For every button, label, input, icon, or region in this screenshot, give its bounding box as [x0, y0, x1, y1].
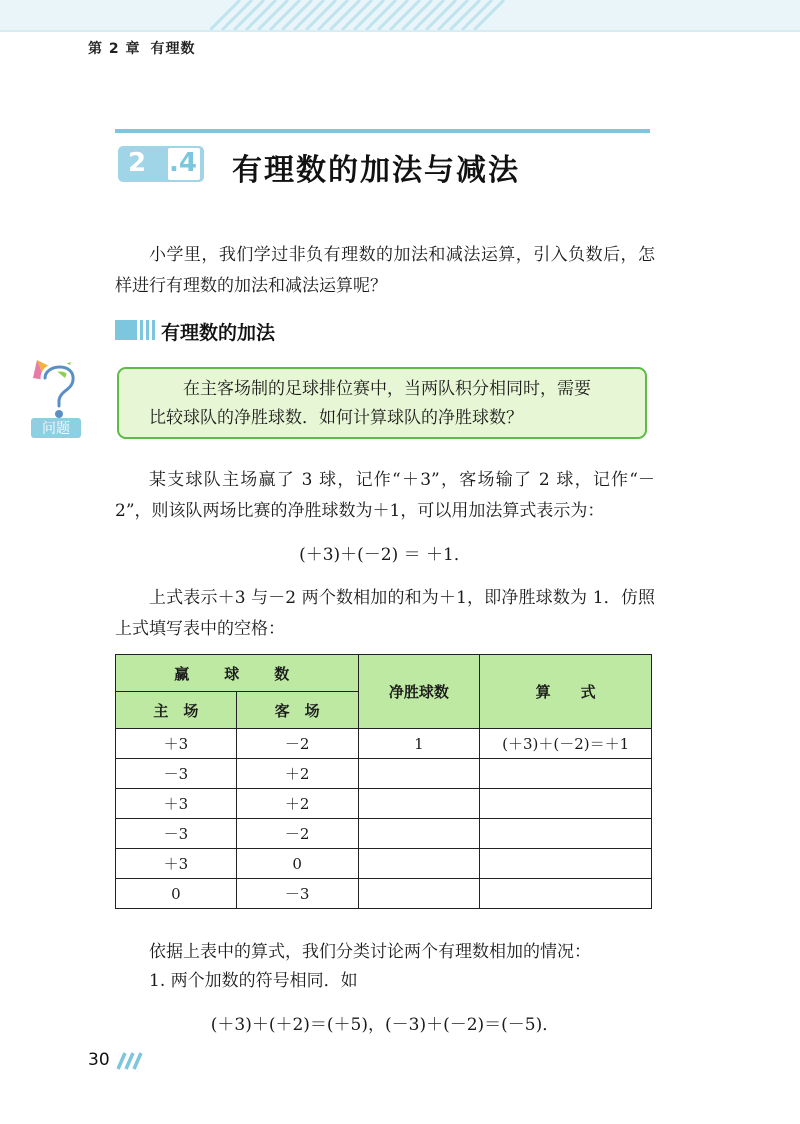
table-row — [116, 879, 652, 909]
section-rule — [115, 129, 650, 133]
cell-home: 0 — [116, 879, 237, 909]
table-row — [116, 819, 652, 849]
goals-table — [115, 654, 652, 909]
list-item-1: 1. 两个加数的符号相同．如 — [149, 971, 358, 991]
paragraph-2: 上式表示＋3 与－2 两个数相加的和为＋1，即净胜球数为 1．仿照上式填写表中的空格： — [115, 588, 655, 639]
cell-away: －2 — [236, 819, 358, 849]
table-row — [116, 729, 652, 759]
question-line-2: 比较球队的净胜球数．如何计算球队的净胜球数？ — [149, 408, 523, 428]
question-box — [117, 367, 647, 439]
cell-home: ＋3 — [116, 729, 237, 759]
marker-stripe — [152, 320, 155, 340]
header-away: 客 场 — [236, 692, 358, 729]
cell-formula[interactable] — [480, 849, 652, 879]
section-minor-number: .4 — [169, 148, 197, 178]
cell-away: 0 — [236, 849, 358, 879]
cell-net: 1 — [358, 729, 480, 759]
table-row — [116, 849, 652, 879]
cell-net[interactable] — [358, 879, 480, 909]
cell-formula[interactable] — [480, 819, 652, 849]
section-major-number: 2 — [128, 148, 147, 178]
chapter-number: 第 2 章 — [88, 41, 141, 57]
section-minor-box — [168, 148, 200, 180]
paragraph-1: 某支球队主场赢了 3 球，记作“＋3”，客场输了 2 球，记作“－2”，则该队两场比赛的净胜球数为＋1，可以用加法算式表示为： — [115, 470, 655, 521]
page-number-stripes — [116, 1050, 146, 1070]
intro-paragraph: 小学里，我们学过非负有理数的加法和减法运算，引入负数后，怎样进行有理数的加法和减法运算呢？ — [115, 245, 655, 296]
header-rule — [0, 30, 800, 32]
cell-away: －2 — [236, 729, 358, 759]
cell-net[interactable] — [358, 789, 480, 819]
cell-away: ＋2 — [236, 759, 358, 789]
cell-net[interactable] — [358, 819, 480, 849]
paragraph-3: 依据上表中的算式，我们分类讨论两个有理数相加的情况： — [149, 942, 591, 962]
formula-2: (＋3)＋(＋2)＝(＋5)，(－3)＋(－2)＝(－5)． — [210, 1015, 560, 1035]
cell-formula[interactable] — [480, 759, 652, 789]
cell-home: ＋3 — [116, 849, 237, 879]
cell-net[interactable] — [358, 759, 480, 789]
header-home: 主 场 — [116, 692, 237, 729]
header-goals-won: 赢 球 数 — [116, 655, 359, 692]
marker-stripe — [146, 320, 149, 340]
header-net-goals: 净胜球数 — [358, 655, 480, 729]
cell-formula: (＋3)＋(－2)＝＋1 — [480, 729, 652, 759]
question-icon-label: 问题 — [42, 421, 70, 437]
section-number-badge — [118, 146, 204, 182]
marker-stripe — [140, 320, 143, 340]
subsection-title: 有理数的加法 — [161, 322, 276, 344]
table-row — [116, 789, 652, 819]
cell-home: ＋3 — [116, 789, 237, 819]
page-number: 30 — [88, 1050, 110, 1070]
cell-home: －3 — [116, 759, 237, 789]
formula-1: (＋3)＋(－2) ＝ ＋1． — [299, 545, 471, 565]
chapter-title: 有理数 — [150, 41, 196, 57]
question-icon — [31, 356, 83, 440]
cell-net[interactable] — [358, 849, 480, 879]
cell-away: ＋2 — [236, 789, 358, 819]
cell-home: －3 — [116, 819, 237, 849]
cell-formula[interactable] — [480, 879, 652, 909]
header-stripes — [210, 0, 510, 30]
subsection-marker — [115, 320, 137, 340]
table-row — [116, 759, 652, 789]
cell-formula[interactable] — [480, 789, 652, 819]
running-header — [88, 38, 196, 58]
cell-away: －3 — [236, 879, 358, 909]
section-title: 有理数的加法与减法 — [232, 153, 520, 188]
header-formula: 算 式 — [480, 655, 652, 729]
question-line-1: 在主客场制的足球排位赛中，当两队积分相同时，需要 — [183, 379, 591, 399]
